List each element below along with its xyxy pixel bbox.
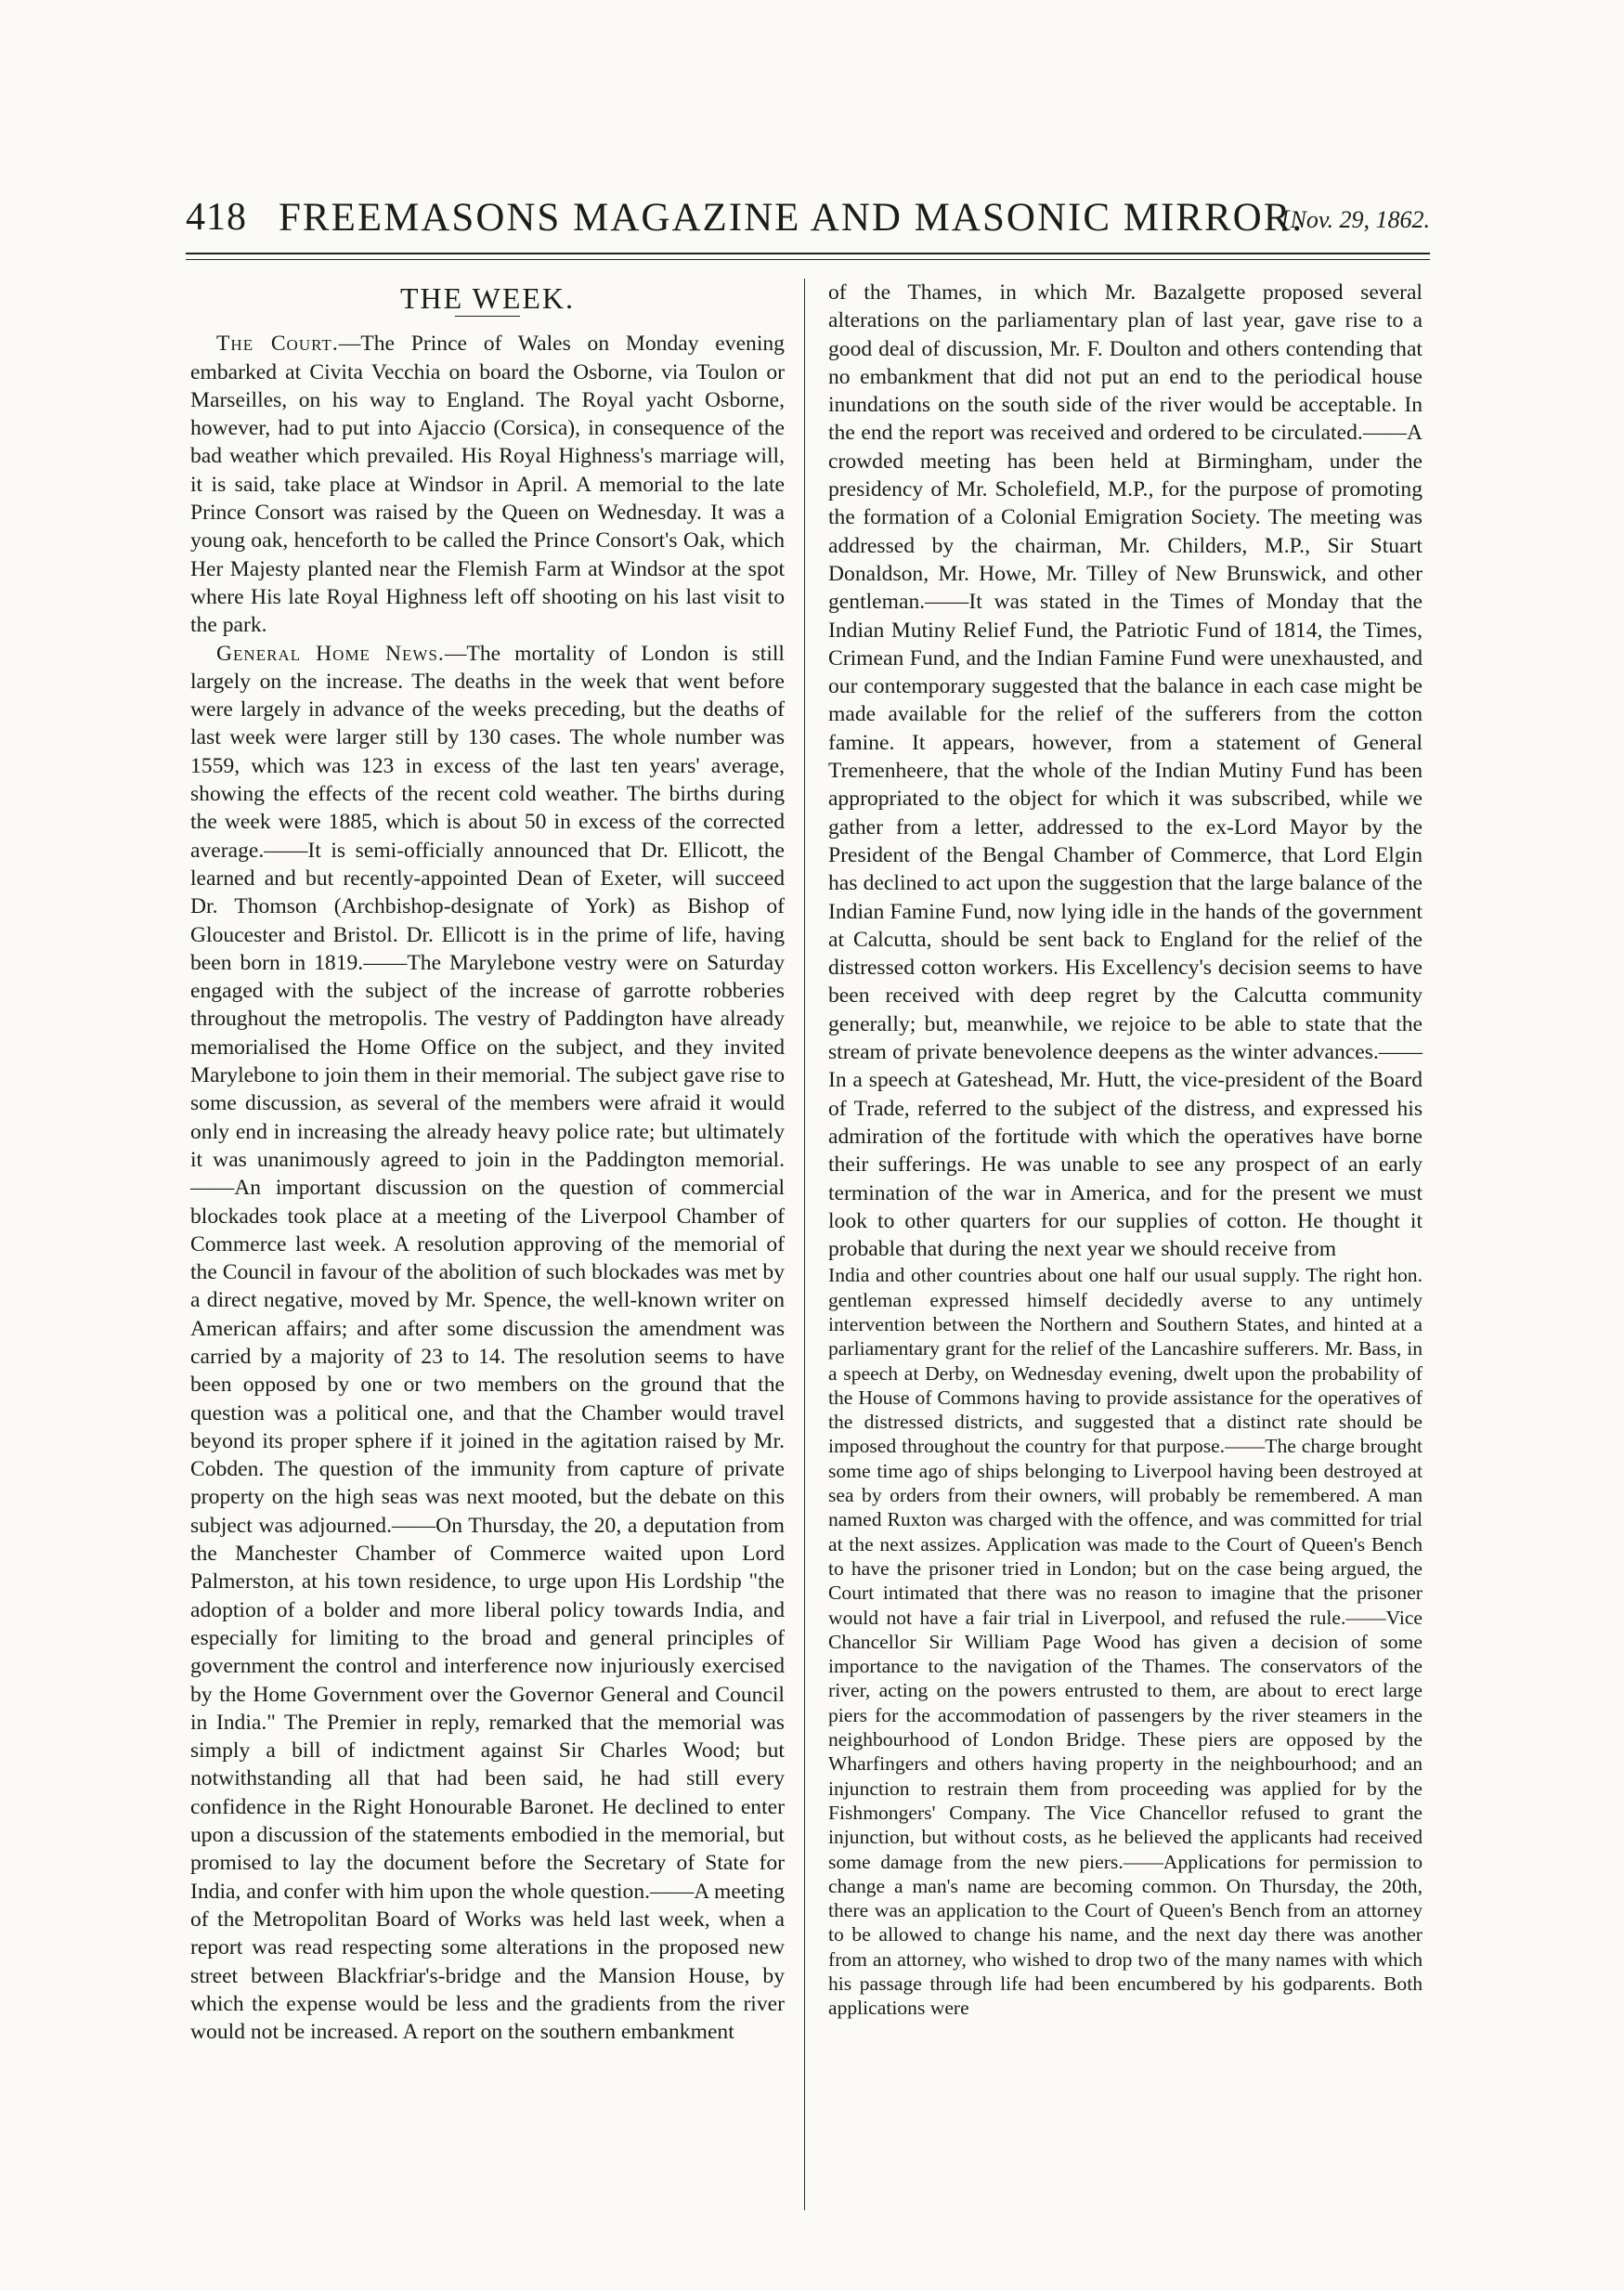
header-rule-thin [186,259,1430,260]
article-title: THE WEEK. [399,281,576,315]
paragraph-text: —The mortality of London is still largely on the increase. The deaths in the week that went before were largely in advance of the weeks preceding, but the deaths of last week were larger still by 130 cases. The whole number was 1559, which was 123 in excess of the last ten years' average, showing the effects of the recent cold weather. The births during the week were 1885, which is about 50 in excess of the corrected average.——It is semi-officially announced that Dr. Ellicott, the learned and but recently-appointed Dean of Exeter, will succeed Dr. Thomson (Archbishop-designate of York) as Bishop of Gloucester and Bristol. Dr. Ellicott is in the prime of life, having been born in 1819.——The Marylebone vestry were on Saturday engaged with the subject of the increase of garrotte robberies throughout the metropolis. The vestry of Paddington have already memorialised the Home Office on the subject, and they invited Marylebone to join them in their memorial. The subject gave rise to some discussion, as several of the members were afraid it would only end in increasing the already heavy police rate; but ultimately it was unanimously agreed to join in the Paddington memorial.——An important discussion on the question of commercial blockades took place at a meeting of the Liverpool Chamber of Commerce last week. A resolution approving of the memorial of the Council in favour of the abolition of such blockades was met by a direct negative, moved by Mr. Spence, the well-known writer on American affairs; and after some discussion the amendment was carried by a majority of 23 to 14. The resolution seems to have been opposed by one or two members on the ground that the question was a political one, and that the Chamber would travel beyond its proper sphere if it joined in the agitation raised by Mr. Cobden. The question of the immunity from capture of private property on the high seas was next mooted, but the debate on this subject was adjourned.——On Thursday, the 20, a deputation from the Manchester Chamber of Commerce waited upon Lord Palmerston, at his town residence, to urge upon His Lordship "the adoption of a bolder and more liberal policy towards India, and especially for limiting to the broad and general principles of government the control and interference now injuriously exercised by the Home Government over the Governor General and Council in India." The Premier in reply, remarked that the memorial was simply a bill of indictment against Sir Charles Wood; but notwithstanding all that had been said, he had still every confidence in the Right Honourable Baronet. He declined to enter upon a discussion of the statements embodied in the memorial, but promised to lay the document before the Secretary of State for India, and confer with him upon the whole question.——A meeting of the Metropolitan Board of Works was held last week, when a report was read respecting some alterations in the proposed new street between Blackfriar's-bridge and the Mansion House, by which the expense would be less and the gradients from the river would not be increased. A report on the southern embankment [190,641,785,2045]
title-rule [455,316,520,317]
issue-date: [Nov. 29, 1862. [1280,206,1430,233]
paragraph-home-news [190,640,785,2047]
column-left [190,279,785,2046]
page-number: 418 [186,196,247,239]
paragraph-continued: of the Thames, in which Mr. Bazalgette proposed several alterations on the parliamentary plan of last year, gave rise to a good deal of discussion, Mr. F. Doulton and others contending that no embankment that did not put an end to the periodical house inundations on the south side of the river would be acceptable. In the end the report was received and ordered to be circulated.——A crowded meeting has been held at Birmingham, under the presidency of Mr. Scholefield, M.P., for the purpose of promoting the formation of a Colonial Emigration Society. The meeting was addressed by the chairman, Mr. Childers, M.P., Sir Stuart Donaldson, Mr. Howe, Mr. Tilley of New Brunswick, and other gentleman.——It was stated in the Times of Monday that the Indian Mutiny Relief Fund, the Patriotic Fund of 1814, the Times, Crimean Fund, and the Indian Famine Fund were unexhausted, and our contemporary suggested that the balance in each case might be made available for the relief of the sufferers from the cotton famine. It appears, however, from a statement of General Tremenheere, that the whole of the Indian Mutiny Fund has been appropriated to the object for which it was subscribed, while we gather from a letter, addressed to the ex-Lord Mayor by the President of the Bengal Chamber of Commerce, that Lord Elgin has declined to act upon the suggestion that the large balance of the Indian Famine Fund, now lying idle in the hands of the government at Calcutta, should be sent back to England for the relief of the distressed cotton workers. His Excellency's decision seems to have been received with deep regret by the Calcutta community generally; but, meanwhile, we rejoice to be able to state that the stream of private benevolence deepens as the winter advances.——In a speech at Gateshead, Mr. Hutt, the vice-president of the Board of Trade, referred to the subject of the distress, and expressed his admiration of the fortitude with which the operatives have borne their sufferings. He was unable to see any prospect of an early termination of the war in America, and for the present we must look to other quarters for our supplies of cotton. He thought it probable that during the next year we should receive from [828,280,1423,1262]
section-lead-home-news: General Home News. [216,641,445,666]
paragraph-small-print: India and other countries about one half our usual supply. The right hon. gentleman expressed himself decidedly averse to any untimely intervention between the Northern and Southern States, and hinted at a parliamentary grant for the relief of the Lancashire sufferers. Mr. Bass, in a speech at Derby, on Wednesday evening, dwelt upon the probability of the House of Commons having to provide assistance for the operatives of the distressed districts, and suggested that a distinct rate should be imposed throughout the country for that purpose.——The charge brought some time ago of ships belonging to Liverpool having been destroyed at sea by orders from their owners, will probably be remembered. A man named Ruxton was charged with the offence, and was committed for trial at the next assizes. Application was made to the Court of Queen's Bench to have the prisoner tried in London; but on the case being argued, the Court intimated that there was no reason to imagine that the prisoner would not have a fair trial in Liverpool, and refused the rule.——Vice Chancellor Sir William Page Wood has given a decision of some importance to the navigation of the Thames. The conservators of the river, acting on the powers entrusted to them, are about to erect large piers for the accommodation of passengers by the river steamers in the neighbourhood of London Bridge. These piers are opposed by the Wharfingers and others having property in the neighbourhood; and an injunction to restrain them from proceeding was applied for by the Fishmongers' Company. The Vice Chancellor refused to grant the injunction, but without costs, as he believed the applicants had received some damage from the new piers.——Applications for permission to change a man's name are becoming common. On Thursday, the 20th, there was an application to the Court of Queen's Bench from an attorney to be allowed to change his name, and the next day there was another from an attorney, who wished to drop two of the many names with which his passage through life had been encumbered by his godparents. Both applications were [828,1264,1423,2020]
header-rule [186,253,1430,254]
paragraph-text: —The Prince of Wales on Monday evening embarked at Civita Vecchia on board the Osborne, via Toulon or Marseilles, on his way to England. The Royal yacht Osborne, however, had to put into Ajaccio (Corsica), in consequence of the bad weather which prevailed. His Royal Highness's marriage will, it is said, take place at Windsor in April. A memorial to the late Prince Consort was raised by the Queen on Wednesday. It was a young oak, henceforth to be called the Prince Consort's Oak, which Her Majesty planted near the Flemish Farm at Windsor at the spot where His late Royal Highness left off shooting on his last visit to the park. [190,332,785,638]
page-header [186,195,1430,251]
running-title: FREEMASONS MAGAZINE AND MASONIC MIRROR. [279,196,1305,240]
paragraph-court [190,330,785,639]
section-lead-court: The Court. [216,332,339,357]
column-divider [804,279,805,2210]
column-right [828,279,1423,2021]
